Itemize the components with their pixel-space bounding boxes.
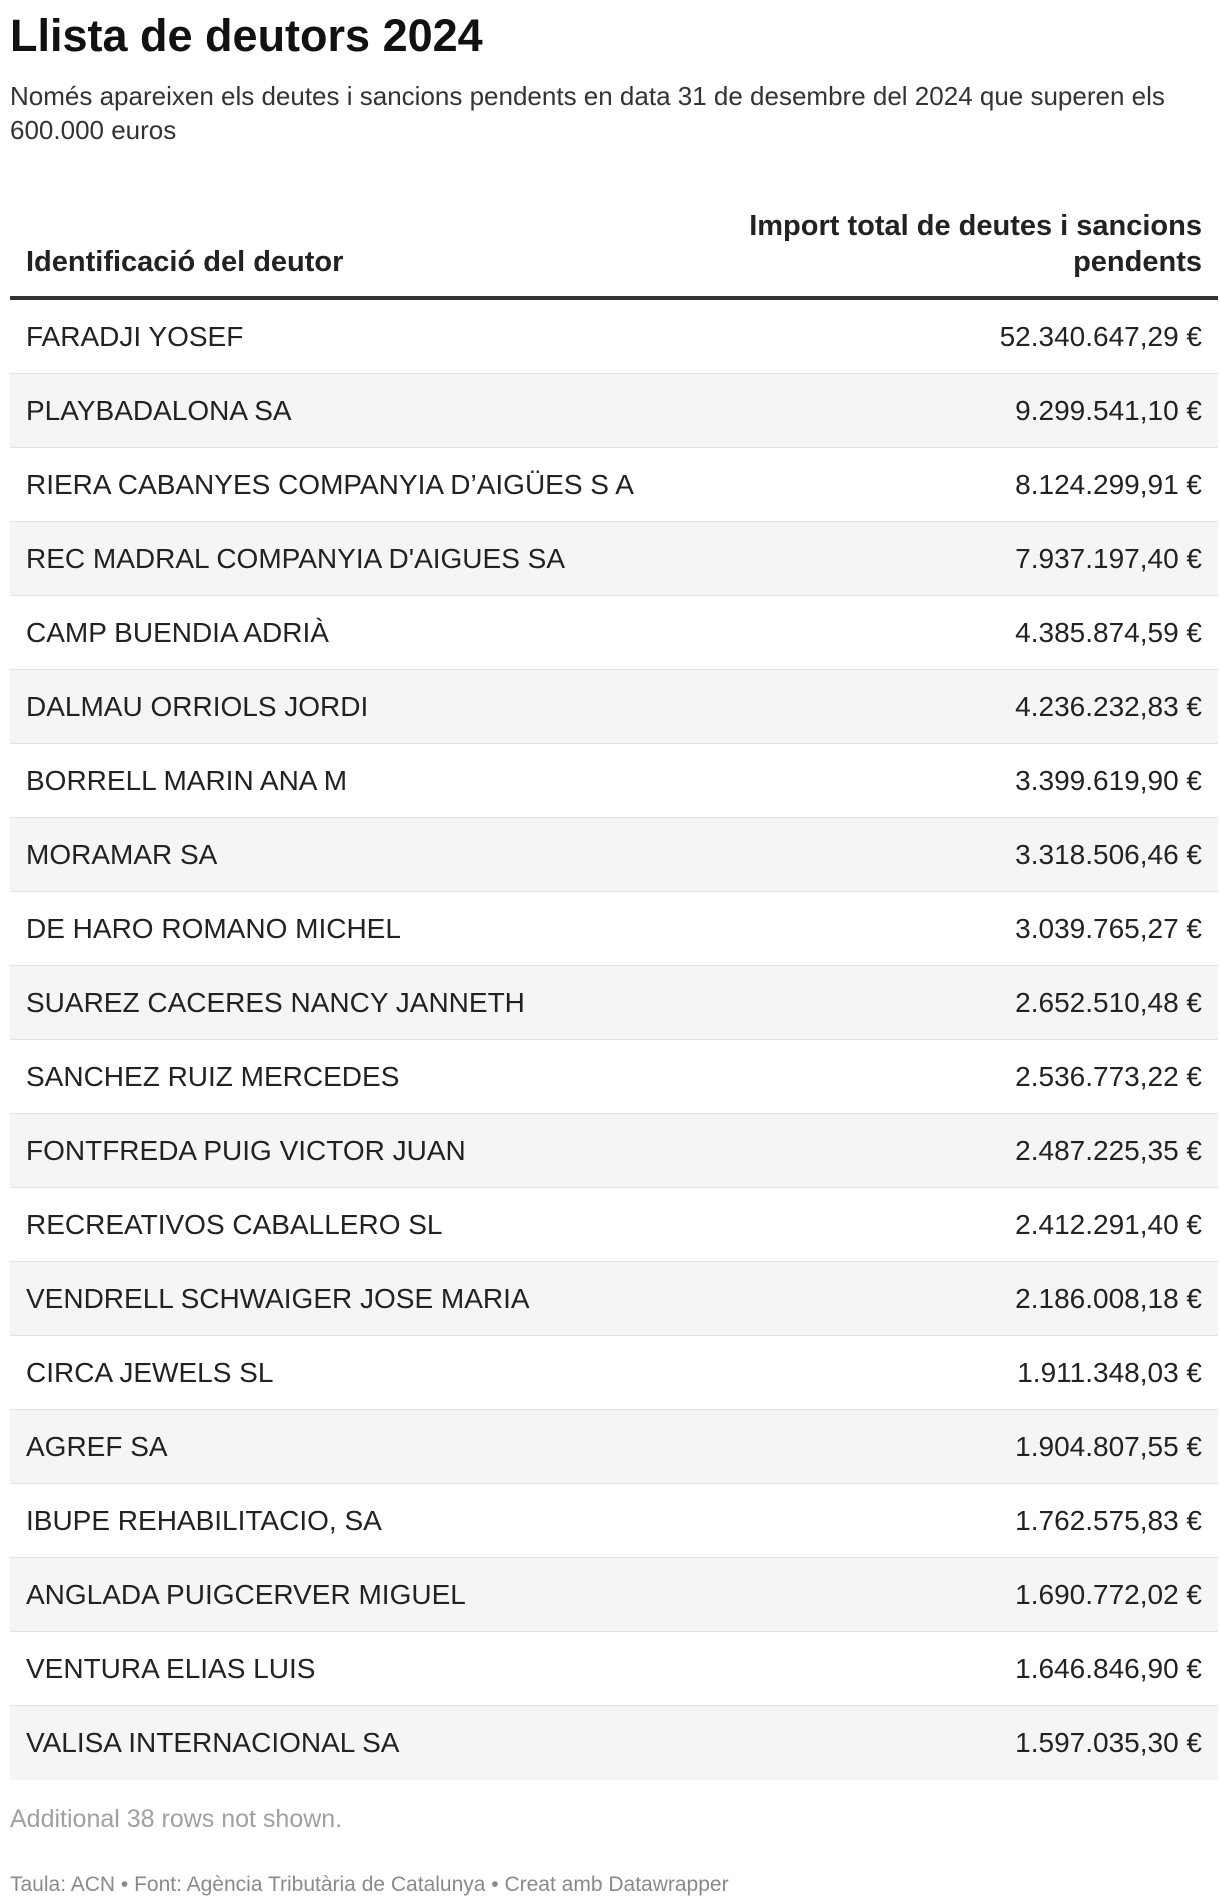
table-row bbox=[10, 1632, 1218, 1706]
debtor-name-cell: IBUPE REHABILITACIO, SA bbox=[26, 1505, 382, 1536]
debt-amount-cell: 8.124.299,91 € bbox=[1015, 469, 1202, 500]
table-row bbox=[10, 1040, 1218, 1114]
page-subtitle: Només apareixen els deutes i sancions pendents en data 31 de desembre del 2024 que superen els 600.000 euros bbox=[10, 81, 1165, 145]
debtor-name-cell: DE HARO ROMANO MICHEL bbox=[26, 913, 401, 944]
table-row bbox=[10, 374, 1218, 448]
table-row bbox=[10, 892, 1218, 966]
table-row bbox=[10, 1336, 1218, 1410]
debt-amount-cell: 2.412.291,40 € bbox=[1015, 1209, 1202, 1240]
debt-amount-cell: 2.487.225,35 € bbox=[1015, 1135, 1202, 1166]
table-row bbox=[10, 966, 1218, 1040]
table-header bbox=[10, 200, 1218, 300]
table-row bbox=[10, 1558, 1218, 1632]
debt-amount-cell: 2.536.773,22 € bbox=[1015, 1061, 1202, 1092]
debt-amount-cell: 9.299.541,10 € bbox=[1015, 395, 1202, 426]
table-row bbox=[10, 1188, 1218, 1262]
more-rows-note: Additional 38 rows not shown. bbox=[10, 1805, 343, 1833]
debtor-name-cell: FONTFREDA PUIG VICTOR JUAN bbox=[26, 1135, 466, 1166]
table-row bbox=[10, 1706, 1218, 1780]
debtor-name-cell: CAMP BUENDIA ADRIÀ bbox=[26, 617, 329, 648]
table-row bbox=[10, 522, 1218, 596]
debtor-name-cell: AGREF SA bbox=[26, 1431, 168, 1462]
debt-amount-cell: 3.399.619,90 € bbox=[1015, 765, 1202, 796]
table-row bbox=[10, 596, 1218, 670]
debtor-name-cell: BORRELL MARIN ANA M bbox=[26, 765, 348, 796]
debt-amount-cell: 1.597.035,30 € bbox=[1015, 1727, 1202, 1758]
debtor-name-cell: ANGLADA PUIGCERVER MIGUEL bbox=[26, 1579, 466, 1610]
debt-amount-cell: 1.646.846,90 € bbox=[1015, 1653, 1202, 1684]
debtor-name-cell: FARADJI YOSEF bbox=[26, 321, 244, 352]
source-footer: Taula: ACN • Font: Agència Tributària de Catalunya • Creat amb Datawrapper bbox=[10, 1873, 729, 1896]
table-row bbox=[10, 1114, 1218, 1188]
table-body bbox=[10, 300, 1218, 1780]
debtor-name-cell: SANCHEZ RUIZ MERCEDES bbox=[26, 1061, 400, 1092]
debtor-name-cell: VALISA INTERNACIONAL SA bbox=[26, 1727, 400, 1758]
table-row bbox=[10, 1410, 1218, 1484]
debt-amount-cell: 1.904.807,55 € bbox=[1015, 1431, 1202, 1462]
debt-amount-cell: 1.690.772,02 € bbox=[1015, 1579, 1202, 1610]
column-header-debtor[interactable]: Identificació del deutor bbox=[26, 246, 344, 278]
debt-amount-cell: 1.911.348,03 € bbox=[1017, 1357, 1202, 1388]
debt-amount-cell: 2.652.510,48 € bbox=[1015, 987, 1202, 1018]
debtor-name-cell: VENTURA ELIAS LUIS bbox=[26, 1653, 316, 1684]
table-row bbox=[10, 670, 1218, 744]
debtor-name-cell: SUAREZ CACERES NANCY JANNETH bbox=[26, 987, 525, 1018]
debtors-table bbox=[10, 200, 1218, 1780]
debtor-name-cell: REC MADRAL COMPANYIA D'AIGUES SA bbox=[26, 543, 566, 574]
debtor-name-cell: CIRCA JEWELS SL bbox=[26, 1357, 274, 1388]
debtor-name-cell: VENDRELL SCHWAIGER JOSE MARIA bbox=[26, 1283, 530, 1314]
column-header-amount[interactable]: Import total de deutes i sancions pendents bbox=[749, 210, 1202, 278]
debt-amount-cell: 3.318.506,46 € bbox=[1015, 839, 1202, 870]
debt-amount-cell: 1.762.575,83 € bbox=[1015, 1505, 1202, 1536]
debtor-name-cell: PLAYBADALONA SA bbox=[26, 395, 292, 426]
table-row bbox=[10, 448, 1218, 522]
page-title: Llista de deutors 2024 bbox=[10, 10, 483, 61]
debt-amount-cell: 4.236.232,83 € bbox=[1015, 691, 1202, 722]
debt-amount-cell: 3.039.765,27 € bbox=[1015, 913, 1202, 944]
debt-amount-cell: 2.186.008,18 € bbox=[1015, 1283, 1202, 1314]
debtor-name-cell: MORAMAR SA bbox=[26, 839, 218, 870]
table-row bbox=[10, 1262, 1218, 1336]
table-row bbox=[10, 300, 1218, 374]
debt-amount-cell: 7.937.197,40 € bbox=[1015, 543, 1202, 574]
debtor-name-cell: RECREATIVOS CABALLERO SL bbox=[26, 1209, 443, 1240]
table-row bbox=[10, 744, 1218, 818]
table-row bbox=[10, 818, 1218, 892]
debtor-name-cell: DALMAU ORRIOLS JORDI bbox=[26, 691, 369, 722]
debtor-name-cell: RIERA CABANYES COMPANYIA D’AIGÜES S A bbox=[26, 469, 634, 500]
debt-amount-cell: 52.340.647,29 € bbox=[999, 321, 1202, 352]
debt-amount-cell: 4.385.874,59 € bbox=[1015, 617, 1202, 648]
table-row bbox=[10, 1484, 1218, 1558]
